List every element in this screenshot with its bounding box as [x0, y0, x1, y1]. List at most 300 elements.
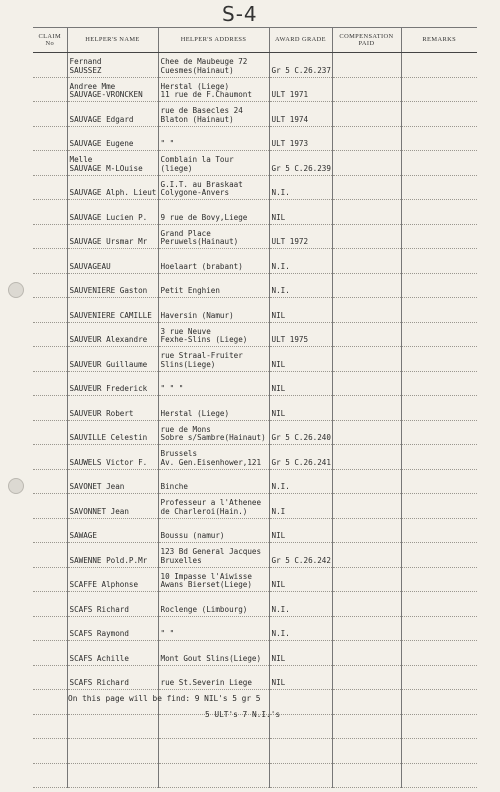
- helper-name-line-1: Fernand: [69, 57, 102, 67]
- award-grade-value: ULT 1975: [271, 335, 309, 345]
- award-grade-value: N.I.: [271, 604, 290, 614]
- cell-helper-name: [67, 592, 158, 617]
- summary-line-2: 5 ULT's 7 N.I.'s: [205, 710, 281, 719]
- cell-compensation: [332, 224, 401, 249]
- helper-address-line-2: Sobre s/Sambre(Hainaut): [160, 433, 266, 443]
- helper-address-line-2: Bruxelles: [160, 555, 202, 565]
- helper-address-line-2: " ": [160, 139, 175, 149]
- cell-helper-name: [67, 543, 158, 568]
- cell-claim: [33, 249, 67, 274]
- cell-remarks: [401, 518, 477, 543]
- cell-helper-name: [67, 616, 158, 641]
- helper-address-line-2: rue St.Severin Liege: [160, 678, 252, 688]
- cell-helper-address: [158, 151, 269, 176]
- helper-name-line-2: SAUVENIERE CAMILLE: [69, 310, 152, 320]
- cell-helper-name: [67, 739, 158, 764]
- award-grade-value: NIL: [271, 212, 286, 222]
- cell-helper-address: [158, 739, 269, 764]
- cell-claim: [33, 53, 67, 78]
- helper-name-line-2: SCAFS Richard: [69, 604, 129, 614]
- cell-award-grade: [269, 151, 332, 176]
- helper-address-line-1: 10 Impasse l'Aiwisse: [160, 571, 252, 581]
- helper-address-line-2: Cuesmes(Hainaut): [160, 65, 234, 75]
- cell-remarks: [401, 53, 477, 78]
- helper-address-line-2: Slins(Liege): [160, 359, 216, 369]
- cell-helper-name: [67, 469, 158, 494]
- cell-compensation: [332, 714, 401, 739]
- cell-claim: [33, 763, 67, 788]
- award-grade-value: Gr 5 C.26.242: [271, 555, 331, 565]
- cell-helper-name: [67, 224, 158, 249]
- helper-address-line-2: Peruwels(Hainaut): [160, 237, 239, 247]
- helper-address-line-2: Herstal (Liege): [160, 408, 230, 418]
- cell-helper-name: [67, 175, 158, 200]
- cell-claim: [33, 518, 67, 543]
- cell-helper-address: [158, 420, 269, 445]
- cell-compensation: [332, 616, 401, 641]
- helper-name-line-2: SAUVAGE Alph. Lieut: [69, 188, 157, 198]
- cell-helper-address: [158, 102, 269, 127]
- cell-award-grade: [269, 641, 332, 666]
- cell-claim: [33, 445, 67, 470]
- cell-helper-name: [67, 273, 158, 298]
- helper-address-line-2: de Charleroi(Hain.): [160, 506, 248, 516]
- cell-helper-address: [158, 298, 269, 323]
- award-grade-value: ULT 1974: [271, 114, 309, 124]
- cell-compensation: [332, 322, 401, 347]
- helpers-table: [33, 27, 477, 788]
- cell-remarks: [401, 616, 477, 641]
- cell-claim: [33, 616, 67, 641]
- table-row: [33, 298, 477, 323]
- table-row: [33, 592, 477, 617]
- cell-compensation: [332, 102, 401, 127]
- helper-name-line-2: SAVONNET Jean: [69, 506, 129, 516]
- cell-helper-address: [158, 592, 269, 617]
- table-row: [33, 739, 477, 764]
- helper-name-line-2: SAUVAGE Eugene: [69, 139, 134, 149]
- helper-name-line-2: SCAFS Richard: [69, 678, 129, 688]
- helper-address-line-2: " ": [160, 629, 175, 639]
- cell-claim: [33, 273, 67, 298]
- cell-compensation: [332, 739, 401, 764]
- punch-hole-top: [8, 282, 24, 298]
- helper-name-line-2: SAUVEUR Frederick: [69, 384, 148, 394]
- helper-name-line-2: SAUWELS Victor F.: [69, 457, 148, 467]
- cell-award-grade: [269, 200, 332, 225]
- cell-claim: [33, 396, 67, 421]
- award-grade-value: Gr 5 C.26.237: [271, 65, 331, 75]
- cell-remarks: [401, 714, 477, 739]
- table-row: [33, 273, 477, 298]
- cell-award-grade: [269, 616, 332, 641]
- cell-helper-address: [158, 322, 269, 347]
- cell-claim: [33, 714, 67, 739]
- award-grade-value: NIL: [271, 678, 286, 688]
- cell-award-grade: [269, 249, 332, 274]
- award-grade-value: ULT 1972: [271, 237, 309, 247]
- helper-address-line-1: Grand Place: [160, 228, 211, 238]
- cell-claim: [33, 298, 67, 323]
- cell-award-grade: [269, 396, 332, 421]
- table-row: [33, 665, 477, 690]
- cell-remarks: [401, 543, 477, 568]
- helper-name-line-2: SAUVILLE Celestin: [69, 433, 148, 443]
- cell-helper-name: [67, 641, 158, 666]
- cell-helper-address: [158, 543, 269, 568]
- cell-compensation: [332, 763, 401, 788]
- award-grade-value: N.I.: [271, 188, 290, 198]
- helper-name-line-2: SAUVEUR Guillaume: [69, 359, 148, 369]
- cell-compensation: [332, 77, 401, 102]
- summary-line-1: On this page will be find: 9 NIL's 5 gr 5: [68, 694, 261, 703]
- cell-helper-address: [158, 616, 269, 641]
- cell-claim: [33, 126, 67, 151]
- helper-address-line-2: 11 rue de F.Chaumont: [160, 90, 252, 100]
- cell-remarks: [401, 665, 477, 690]
- award-grade-value: Gr 5 C.26.240: [271, 433, 331, 443]
- cell-compensation: [332, 200, 401, 225]
- cell-helper-address: [158, 469, 269, 494]
- cell-compensation: [332, 126, 401, 151]
- helper-address-line-1: 123 Bd General Jacques: [160, 547, 262, 557]
- cell-compensation: [332, 347, 401, 372]
- table-row: [33, 641, 477, 666]
- cell-claim: [33, 175, 67, 200]
- award-grade-value: N.I.: [271, 286, 290, 296]
- table-header-row: [33, 28, 477, 53]
- cell-remarks: [401, 396, 477, 421]
- cell-claim: [33, 371, 67, 396]
- cell-helper-name: [67, 714, 158, 739]
- cell-award-grade: [269, 763, 332, 788]
- award-grade-value: NIL: [271, 384, 286, 394]
- cell-helper-name: [67, 494, 158, 519]
- table-row: [33, 616, 477, 641]
- table-row: [33, 200, 477, 225]
- cell-award-grade: [269, 445, 332, 470]
- helper-name-line-2: SCAFS Achille: [69, 653, 129, 663]
- cell-compensation: [332, 518, 401, 543]
- helper-name-line-2: SAUVEUR Alexandre: [69, 335, 148, 345]
- cell-helper-name: [67, 445, 158, 470]
- helper-address-line-1: G.I.T. au Braskaat: [160, 179, 243, 189]
- cell-award-grade: [269, 175, 332, 200]
- helper-name-line-2: SAUVAGE Lucien P.: [69, 212, 148, 222]
- award-grade-value: N.I.: [271, 629, 290, 639]
- table-row: [33, 126, 477, 151]
- cell-award-grade: [269, 224, 332, 249]
- award-grade-value: Gr 5 C.26.239: [271, 163, 331, 173]
- cell-compensation: [332, 543, 401, 568]
- header-helper-name: HELPER'S NAME: [67, 28, 158, 53]
- cell-award-grade: [269, 739, 332, 764]
- cell-helper-name: [67, 151, 158, 176]
- cell-helper-address: [158, 445, 269, 470]
- cell-claim: [33, 347, 67, 372]
- award-grade-value: N.I: [271, 506, 286, 516]
- cell-claim: [33, 592, 67, 617]
- cell-remarks: [401, 494, 477, 519]
- cell-award-grade: [269, 273, 332, 298]
- cell-helper-address: [158, 518, 269, 543]
- helper-address-line-2: Hoelaart (brabant): [160, 261, 243, 271]
- helper-name-line-2: SCAFFE Alphonse: [69, 580, 139, 590]
- cell-compensation: [332, 592, 401, 617]
- helper-address-line-2: Petit Enghien: [160, 286, 220, 296]
- cell-helper-address: [158, 77, 269, 102]
- table-row: [33, 371, 477, 396]
- helper-address-line-2: 9 rue de Bovy,Liege: [160, 212, 248, 222]
- header-compensation: COMPENSATION PAID: [332, 28, 401, 53]
- helper-address-line-2: Fexhe-Slins (Liege): [160, 335, 248, 345]
- cell-compensation: [332, 273, 401, 298]
- cell-remarks: [401, 151, 477, 176]
- cell-compensation: [332, 665, 401, 690]
- cell-helper-name: [67, 420, 158, 445]
- helper-name-line-2: SAUVENIERE Gaston: [69, 286, 148, 296]
- cell-helper-name: [67, 371, 158, 396]
- cell-claim: [33, 641, 67, 666]
- helper-address-line-1: rue de Basecles 24: [160, 106, 243, 116]
- cell-award-grade: [269, 126, 332, 151]
- cell-compensation: [332, 298, 401, 323]
- helper-name-line-2: SCAFS Raymond: [69, 629, 129, 639]
- helper-name-line-1: Andree Mme: [69, 81, 116, 91]
- cell-claim: [33, 690, 67, 715]
- cell-helper-address: [158, 396, 269, 421]
- cell-helper-name: [67, 249, 158, 274]
- helper-address-line-1: Herstal (Liege): [160, 81, 230, 91]
- cell-helper-address: [158, 224, 269, 249]
- cell-claim: [33, 739, 67, 764]
- helper-address-line-2: Mont Gout Slins(Liege): [160, 653, 262, 663]
- cell-remarks: [401, 469, 477, 494]
- table-row: [33, 567, 477, 592]
- header-claim: CLAIM No: [33, 28, 67, 53]
- cell-helper-name: [67, 665, 158, 690]
- helper-address-line-2: " " ": [160, 384, 184, 394]
- cell-claim: [33, 543, 67, 568]
- helper-name-line-2: SAUVAGE Edgard: [69, 114, 134, 124]
- cell-helper-name: [67, 396, 158, 421]
- helper-address-line-1: Chee de Maubeuge 72: [160, 57, 248, 67]
- cell-compensation: [332, 445, 401, 470]
- cell-award-grade: [269, 77, 332, 102]
- helper-address-line-2: Awans Bierset(Liege): [160, 580, 252, 590]
- cell-helper-address: [158, 200, 269, 225]
- cell-claim: [33, 77, 67, 102]
- table-row: [33, 543, 477, 568]
- award-grade-value: N.I.: [271, 261, 290, 271]
- helper-name-line-2: SAUVAGE M-LOuise: [69, 163, 143, 173]
- table-row: [33, 469, 477, 494]
- cell-claim: [33, 151, 67, 176]
- helper-name-line-2: SAUVAGEAU: [69, 261, 111, 271]
- punch-hole-bottom: [8, 478, 24, 494]
- helper-address-line-2: Binche: [160, 482, 188, 492]
- table-row: [33, 763, 477, 788]
- award-grade-value: NIL: [271, 580, 286, 590]
- cell-compensation: [332, 53, 401, 78]
- cell-remarks: [401, 371, 477, 396]
- cell-remarks: [401, 77, 477, 102]
- helper-address-line-2: Haversin (Namur): [160, 310, 234, 320]
- cell-award-grade: [269, 543, 332, 568]
- cell-compensation: [332, 641, 401, 666]
- table-row: [33, 322, 477, 347]
- helper-address-line-2: (liege): [160, 163, 193, 173]
- cell-award-grade: [269, 53, 332, 78]
- cell-helper-address: [158, 53, 269, 78]
- table-row: [33, 53, 477, 78]
- cell-helper-name: [67, 102, 158, 127]
- cell-helper-address: [158, 175, 269, 200]
- cell-award-grade: [269, 371, 332, 396]
- helper-address-line-1: Brussels: [160, 449, 198, 459]
- cell-helper-name: [67, 126, 158, 151]
- helper-address-line-2: Colygone-Anvers: [160, 188, 230, 198]
- helper-name-line-2: SAWENNE Pold.P.Mr: [69, 555, 148, 565]
- helper-name-line-2: SAWAGE: [69, 531, 97, 541]
- cell-claim: [33, 420, 67, 445]
- cell-compensation: [332, 175, 401, 200]
- helper-name-line-2: SAVONET Jean: [69, 482, 125, 492]
- award-grade-value: NIL: [271, 653, 286, 663]
- cell-helper-name: [67, 77, 158, 102]
- helper-name-line-2: SAUVAGE-VRONCKEN: [69, 90, 143, 100]
- helper-name-line-2: SAUVAGE Ursmar Mr: [69, 237, 148, 247]
- award-grade-value: Gr 5 C.26.241: [271, 457, 331, 467]
- cell-compensation: [332, 249, 401, 274]
- cell-remarks: [401, 175, 477, 200]
- cell-claim: [33, 322, 67, 347]
- cell-helper-address: [158, 347, 269, 372]
- cell-award-grade: [269, 469, 332, 494]
- cell-remarks: [401, 126, 477, 151]
- cell-compensation: [332, 420, 401, 445]
- table-row: [33, 347, 477, 372]
- cell-remarks: [401, 690, 477, 715]
- page-number: S-4: [222, 2, 258, 26]
- cell-helper-name: [67, 200, 158, 225]
- cell-compensation: [332, 494, 401, 519]
- helper-address-line-2: Boussu (namur): [160, 531, 225, 541]
- cell-remarks: [401, 567, 477, 592]
- table-row: [33, 249, 477, 274]
- cell-award-grade: [269, 592, 332, 617]
- table-row: [33, 494, 477, 519]
- cell-remarks: [401, 102, 477, 127]
- cell-compensation: [332, 151, 401, 176]
- header-remarks: REMARKS: [401, 28, 477, 53]
- table-row: [33, 175, 477, 200]
- helper-name-line-2: SAUVEUR Robert: [69, 408, 134, 418]
- cell-claim: [33, 200, 67, 225]
- helper-address-line-1: Comblain la Tour: [160, 155, 234, 165]
- cell-award-grade: [269, 322, 332, 347]
- cell-award-grade: [269, 298, 332, 323]
- cell-helper-address: [158, 249, 269, 274]
- table-row: [33, 102, 477, 127]
- cell-helper-address: [158, 567, 269, 592]
- cell-remarks: [401, 641, 477, 666]
- table-row: [33, 224, 477, 249]
- cell-helper-address: [158, 665, 269, 690]
- table-row: [33, 445, 477, 470]
- cell-helper-name: [67, 322, 158, 347]
- cell-claim: [33, 665, 67, 690]
- helper-address-line-2: Roclenge (Limbourg): [160, 604, 248, 614]
- cell-helper-address: [158, 273, 269, 298]
- cell-award-grade: [269, 567, 332, 592]
- cell-remarks: [401, 763, 477, 788]
- cell-compensation: [332, 469, 401, 494]
- cell-claim: [33, 494, 67, 519]
- cell-compensation: [332, 396, 401, 421]
- cell-remarks: [401, 249, 477, 274]
- cell-remarks: [401, 592, 477, 617]
- award-grade-value: N.I.: [271, 482, 290, 492]
- cell-award-grade: [269, 494, 332, 519]
- header-award-grade: AWARD GRADE: [269, 28, 332, 53]
- cell-award-grade: [269, 102, 332, 127]
- cell-helper-name: [67, 518, 158, 543]
- award-grade-value: NIL: [271, 310, 286, 320]
- table-row: [33, 77, 477, 102]
- cell-helper-name: [67, 567, 158, 592]
- cell-helper-address: [158, 494, 269, 519]
- cell-helper-name: [67, 347, 158, 372]
- helper-name-line-1: Melle: [69, 155, 93, 165]
- cell-claim: [33, 102, 67, 127]
- helper-address-line-1: rue de Mons: [160, 424, 211, 434]
- cell-remarks: [401, 224, 477, 249]
- cell-remarks: [401, 420, 477, 445]
- cell-compensation: [332, 690, 401, 715]
- cell-remarks: [401, 739, 477, 764]
- cell-helper-address: [158, 641, 269, 666]
- cell-award-grade: [269, 518, 332, 543]
- helper-name-line-2: SAUSSEZ: [69, 65, 102, 75]
- cell-remarks: [401, 445, 477, 470]
- cell-claim: [33, 567, 67, 592]
- helper-address-line-1: rue Straal-Fruiter: [160, 351, 243, 361]
- cell-helper-address: [158, 126, 269, 151]
- cell-compensation: [332, 371, 401, 396]
- helper-address-line-2: Blaton (Hainaut): [160, 114, 234, 124]
- helper-address-line-1: Professeur a l'Athenee: [160, 498, 262, 508]
- cell-award-grade: [269, 347, 332, 372]
- award-grade-value: ULT 1973: [271, 139, 309, 149]
- cell-award-grade: [269, 665, 332, 690]
- cell-remarks: [401, 298, 477, 323]
- cell-helper-address: [158, 763, 269, 788]
- cell-claim: [33, 469, 67, 494]
- cell-award-grade: [269, 420, 332, 445]
- table-row: [33, 420, 477, 445]
- cell-helper-name: [67, 763, 158, 788]
- award-grade-value: NIL: [271, 359, 286, 369]
- cell-helper-address: [158, 371, 269, 396]
- table-row: [33, 151, 477, 176]
- table-row: [33, 518, 477, 543]
- cell-compensation: [332, 567, 401, 592]
- helper-address-line-2: Av. Gen.Eisenhower,121: [160, 457, 262, 467]
- cell-claim: [33, 224, 67, 249]
- table-row: [33, 396, 477, 421]
- header-helper-address: HELPER'S ADDRESS: [158, 28, 269, 53]
